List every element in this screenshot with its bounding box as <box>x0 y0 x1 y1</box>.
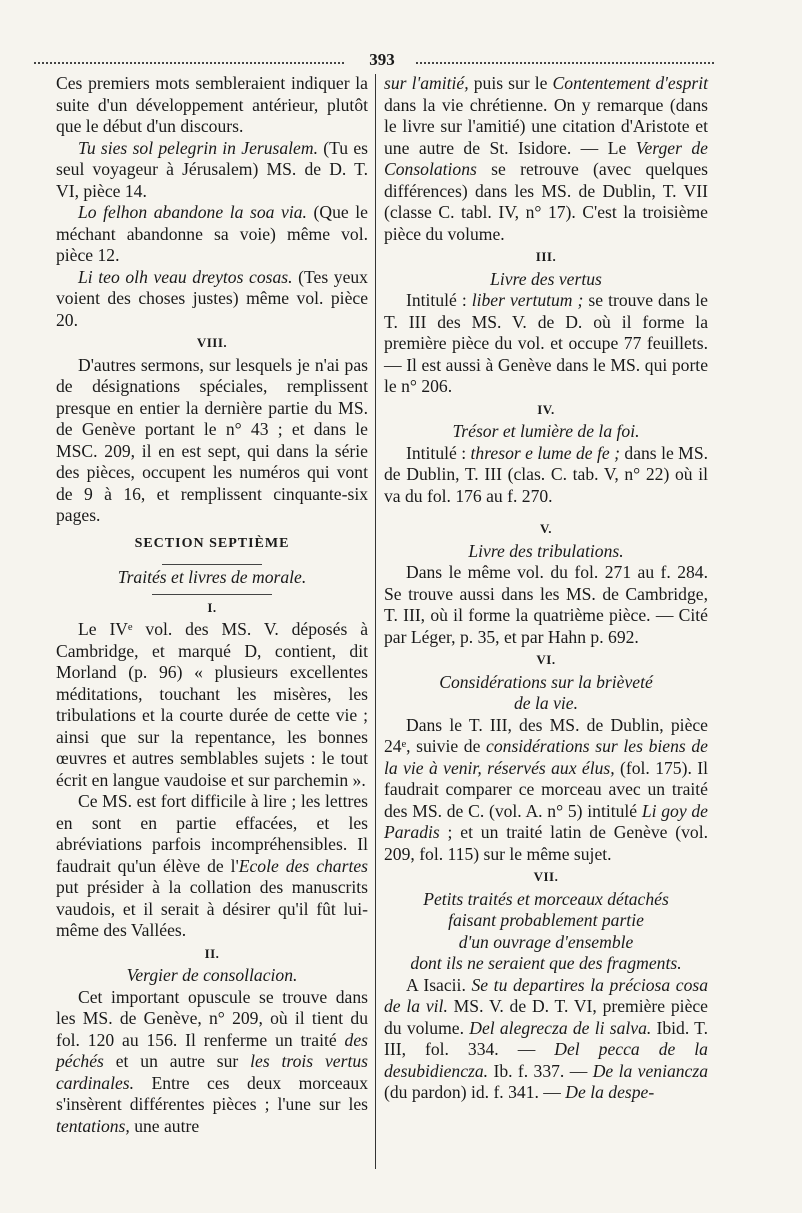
paragraph <box>384 290 708 398</box>
text-run-italic: des péchés <box>56 1029 368 1071</box>
text-run: ; et un traité latin de Genève (vol. 209, fol. 115) sur le même sujet. <box>384 822 708 864</box>
text-run: se trouve dans le T. III des MS. V. de D. où il forme la première pièce du vol. et occupe 77 feuillets. — Il est aussi à Genève dans le MS. qui porte le n° 206. <box>384 290 708 396</box>
item-number: VIII. <box>196 335 228 350</box>
item-title: Vergier de consollacion. <box>126 965 298 985</box>
quote-paragraph <box>56 267 368 332</box>
paragraph: D'autres sermons, sur lesquels je n'ai pas de désignations spéciales, remplissent presque en entier la dernière partie du MS. de Genève portant le n° 43 ; et dans le MSC. 209, il en est sept, qui dans la série des pièces, occupent les numéros qui vont de 9 à 16, et remplissent cinquante-six pages. <box>56 354 368 525</box>
text-run-italic: Verger de Consolations <box>384 137 708 179</box>
text-run: MS. V. de D. T. VI, première pièce du volume. <box>384 996 708 1038</box>
text-run: (du pardon) id. f. 341. — <box>384 1082 566 1102</box>
section-rule <box>162 564 262 565</box>
text-run: Intitulé : <box>406 442 471 463</box>
text-run: Ce MS. est fort difficile à lire ; les lettres en sont en partie effacées, et les abréviations parfois incompréhensibles. Il faudrait qu'un élève de l' <box>56 791 368 876</box>
text-run: une autre <box>129 1115 200 1136</box>
item-title: faisant probablement partie <box>448 910 644 930</box>
quote-translation: (Tes yeux voient des choses justes) même vol. pièce 20. <box>56 266 368 330</box>
item-title: Trésor et lumière de la foi. <box>452 421 640 441</box>
text-run-italic: considérations sur les biens de la vie à venir, réservés aux élus, <box>384 736 708 778</box>
item-title: Livre des vertus <box>490 268 602 289</box>
left-column <box>56 73 368 1137</box>
paragraph <box>56 987 368 1138</box>
item-title: d'un ouvrage d'ensemble <box>458 931 634 952</box>
text-run-italic: liber vertutum ; <box>471 290 584 310</box>
header-rule-right <box>416 62 714 64</box>
text-run: Cet important opuscule se trouve dans les MS. de Genève, n° 209, où il tient du fol. 120 au 156. Il renferme un traité <box>56 986 368 1050</box>
text-run: et un autre sur <box>103 1051 251 1071</box>
text-run-italic: sur l'amitié, <box>384 73 469 93</box>
item-title: de la vie. <box>514 693 578 713</box>
paragraph <box>384 443 708 508</box>
text-run-italic: De la despe- <box>565 1082 655 1102</box>
text-run: Dans le T. III, des MS. de Dublin, pièce 24ᵉ, suivie de <box>384 714 708 756</box>
page-number: 393 <box>369 50 395 69</box>
text-run-italic: Ecole des chartes <box>238 855 368 876</box>
text-run: Ib. f. 337. — <box>488 1060 593 1081</box>
text-run-italic: les trois vertus cardinales. <box>56 1051 368 1093</box>
paragraph: Ces premiers mots sembleraient indiquer la suite d'un développement antérieur, plutôt que le début d'un discours. <box>56 73 368 136</box>
paragraph: Dans le même vol. du fol. 271 au f. 284. Se trouve aussi dans les MS. de Cambridge, T. III, où il forme la quatrième pièce. — Cité par Léger, p. 35, et par Hahn p. 692. <box>384 562 708 647</box>
item-number: IV. <box>537 401 555 417</box>
item-number: VII. <box>533 869 559 884</box>
text-run-italic: De la venianczа <box>592 1060 708 1081</box>
text-run: dans la vie chrétienne. On y remarque (dans le livre sur l'amitié) une citation d'Aristote et une autre de St. Isidore. — Le <box>384 94 708 158</box>
text-run: se retrouve (avec quelques différences) dans les MS. de Dublin, T. VII (classe C. tabl. IV, n° 17). C'est la troisième pièce du volume. <box>384 159 708 244</box>
text-run: puis sur le <box>468 73 553 93</box>
item-title: dont ils ne seraient que des fragments. <box>410 953 682 973</box>
text-run: dans le MS. de Dublin, T. III (clas. C. tab. V, n° 22) où il va du fol. 176 au f. 270. <box>384 442 709 506</box>
paragraph <box>384 975 708 1104</box>
item-title: Petits traités et morceaux détachés <box>423 888 669 909</box>
item-title: Considérations sur la brièveté <box>439 671 653 692</box>
text-run-italic: Del pecca de la desubidiencza. <box>384 1039 708 1081</box>
item-number: I. <box>207 599 217 615</box>
text-run-italic: Contentement d'esprit <box>552 73 708 93</box>
text-run-italic: Del alegrecza de li salva. <box>469 1017 652 1038</box>
text-run-italic: Li goy de Paradis <box>384 800 708 842</box>
column-divider <box>375 74 376 1169</box>
text-run-italic: tentations, <box>56 1115 130 1136</box>
right-column <box>384 73 708 1104</box>
text-run: (fol. 175). Il faudrait comparer ce morceau avec un traité des MS. de C. (vol. A. n° 5) intitulé <box>384 757 708 821</box>
item-title: Livre des tribulations. <box>468 540 624 561</box>
section-title: Traités et livres de morale. <box>117 567 307 587</box>
paragraph <box>384 715 708 866</box>
quote-paragraph <box>56 202 368 267</box>
text-run: put présider à la collation des manuscrits vaudois, et il serait à désirer qu'il fût lui-même des Vallées. <box>56 877 368 940</box>
paragraph <box>384 73 708 245</box>
item-number: III. <box>535 249 557 264</box>
section-heading: SECTION SEPTIÈME <box>134 535 290 551</box>
title-rule <box>152 594 272 595</box>
item-number: VI. <box>536 652 556 667</box>
quote-translation: (Que le méchant abandonne sa voie) même vol. pièce 12. <box>56 202 368 265</box>
item-number: V. <box>540 521 552 536</box>
quote-paragraph <box>56 138 368 203</box>
text-run: Entre ces deux morceaux s'insèrent différentes pièces ; l'une sur les <box>56 1072 368 1114</box>
paragraph <box>56 791 368 942</box>
quote-text: Tu sies sol pelegrin in Jerusalem. <box>78 137 318 158</box>
text-run: Ibid. T. III, fol. 334. — <box>384 1017 708 1059</box>
page-header <box>34 50 714 70</box>
text-run-italic: Se tu departires la préciosa cosa de la vil. <box>384 974 709 1016</box>
text-run-italic: thresor e lume de fe ; <box>470 442 620 463</box>
quote-text: Li teo olh veau dreytos cosas. <box>78 266 293 287</box>
item-number: II. <box>204 945 220 961</box>
text-run: Intitulé : <box>406 290 472 310</box>
paragraph: Le IVᵉ vol. des MS. V. déposés à Cambridge, et marqué D, contient, dit Morland (p. 96) « plusieurs excellentes méditations, touchant les misères, les tribulations et la courte durée de cette vie ; ainsi que sur la repentance, les bonnes œuvres et autres semblables sujets : le tout écrit en langue vaudoise et sur parchemin ». <box>56 619 368 790</box>
header-rule-left <box>34 62 344 64</box>
quote-text: Lo felhon abandone la soa via. <box>78 202 307 222</box>
text-run: A Isacii. <box>406 974 472 995</box>
quote-translation: (Tu es seul voyageur à Jérusalem) MS. de D. T. VI, pièce 14. <box>56 137 368 201</box>
